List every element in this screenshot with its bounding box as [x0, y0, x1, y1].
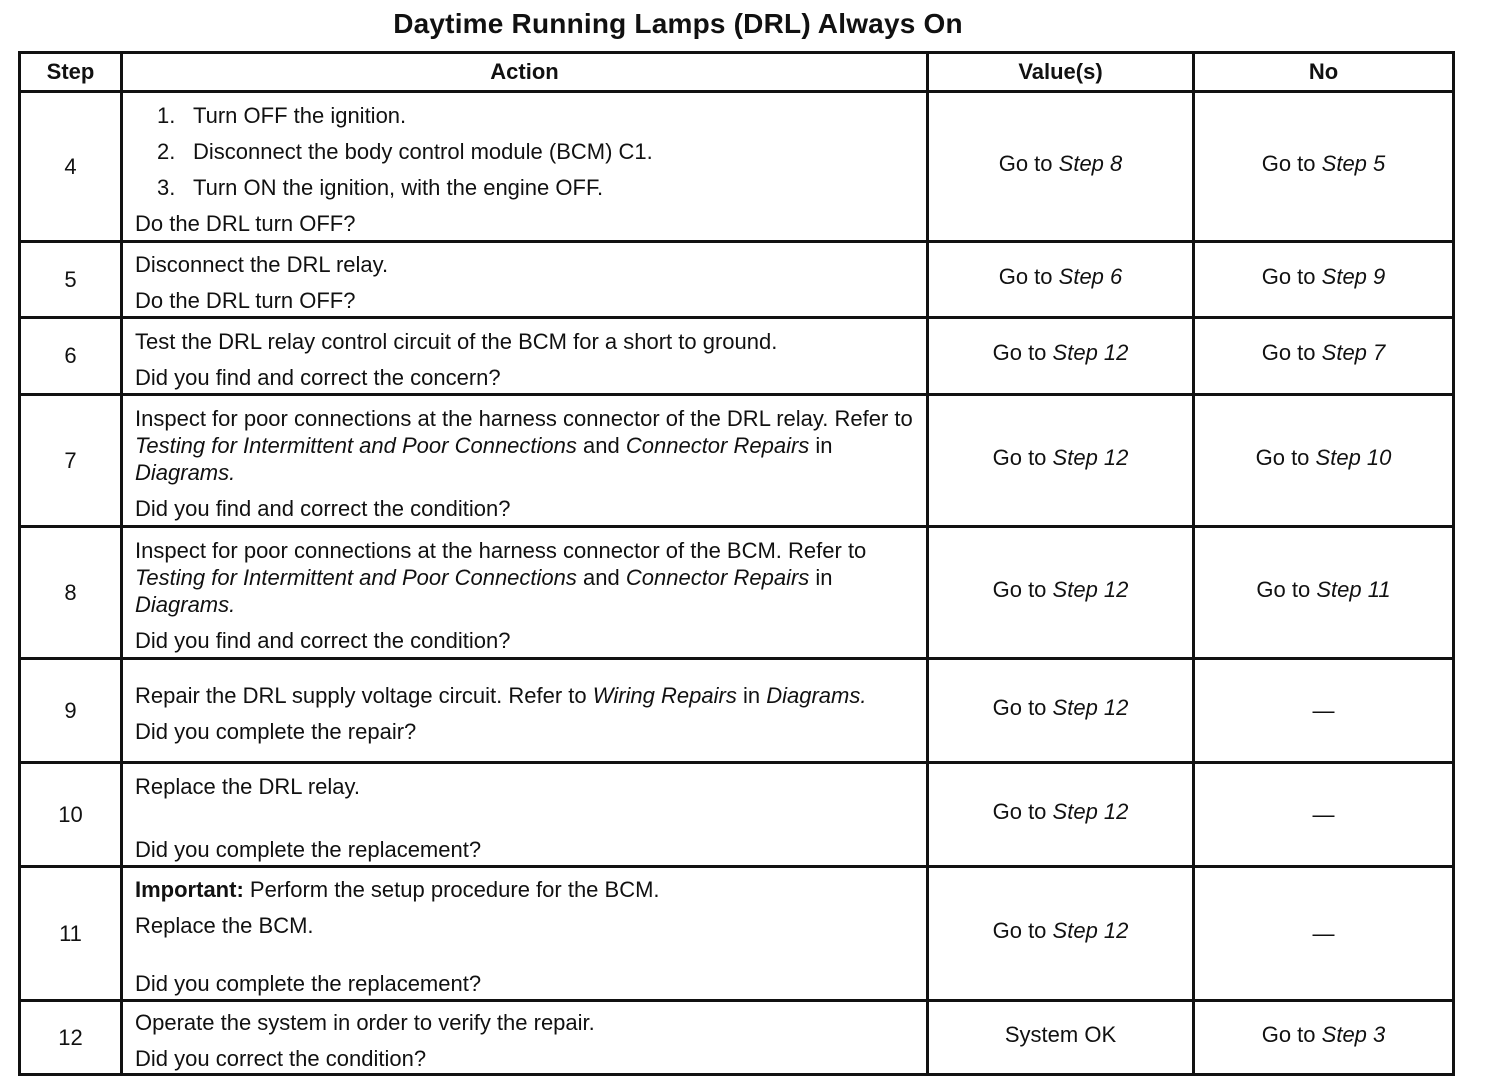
step-link[interactable]: Step 10 — [1315, 444, 1392, 470]
header-step: Step — [20, 53, 122, 92]
action-text: Operate the system in order to verify the repair. — [135, 1010, 595, 1035]
action-cell — [122, 867, 928, 1001]
list-item: 2. Disconnect the body control module (BCM) C1. — [157, 139, 653, 164]
table-row-step-4 — [20, 92, 1454, 242]
no-cell-dash: — — [1194, 659, 1454, 763]
value-cell: Go to Step 12 — [928, 659, 1194, 763]
doc-reference: Wiring Repairs — [592, 683, 737, 708]
doc-reference: Diagrams. — [135, 592, 236, 617]
step-link[interactable]: Step 7 — [1321, 340, 1386, 365]
table-row-step-11 — [20, 867, 1454, 1001]
action-text: Test the DRL relay control circuit of the BCM for a short to ground. — [135, 328, 778, 354]
no-cell: Go to Step 9 — [1194, 242, 1454, 318]
action-cell — [122, 395, 928, 527]
no-cell-dash: — — [1194, 763, 1454, 867]
value-cell: Go to Step 12 — [928, 318, 1194, 395]
question-text: Did you complete the repair? — [135, 719, 417, 744]
header-no: No — [1194, 53, 1454, 92]
action-cell — [122, 527, 928, 659]
step-link[interactable]: Step 12 — [1052, 340, 1129, 365]
list-item: 3. Turn ON the ignition, with the engine OFF. — [157, 175, 604, 200]
no-cell: Go to Step 10 — [1194, 395, 1454, 527]
table-row-step-10 — [20, 763, 1454, 867]
question-text: Did you correct the condition? — [135, 1046, 427, 1071]
action-text: Inspect for poor connections at the harness connector of the DRL relay. Refer to Testing for Intermittent and Poor Connections and Connector Repairs in Diagrams. — [135, 406, 913, 485]
question-text: Did you find and correct the condition? — [135, 496, 511, 521]
table-row-step-6 — [20, 318, 1454, 395]
table-row-step-9 — [20, 659, 1454, 763]
step-link[interactable]: Step 8 — [1058, 150, 1123, 176]
value-cell: Go to Step 12 — [928, 527, 1194, 659]
value-cell: Go to Step 8 — [928, 92, 1194, 242]
question-text: Do the DRL turn OFF? — [135, 211, 356, 236]
question-text: Did you complete the replacement? — [135, 836, 482, 862]
value-cell: System OK — [928, 1001, 1194, 1075]
table-header-row — [20, 53, 1454, 92]
diagnostic-table — [18, 51, 1455, 1076]
action-cell — [122, 1001, 928, 1075]
step-link[interactable]: Step 12 — [1052, 917, 1129, 943]
action-cell — [122, 318, 928, 395]
value-cell: Go to Step 12 — [928, 763, 1194, 867]
step-link[interactable]: Step 12 — [1052, 444, 1129, 470]
doc-reference: Testing for Intermittent and Poor Connections — [135, 433, 577, 458]
no-cell: Go to Step 5 — [1194, 92, 1454, 242]
no-cell: Go to Step 11 — [1194, 527, 1454, 659]
doc-reference: Diagrams. — [766, 683, 867, 708]
step-link[interactable]: Step 6 — [1058, 263, 1123, 289]
table-row-step-8 — [20, 527, 1454, 659]
page-title: Daytime Running Lamps (DRL) Always On — [393, 8, 963, 39]
doc-reference: Testing for Intermittent and Poor Connections — [135, 565, 577, 590]
doc-reference: Connector Repairs — [625, 565, 810, 590]
step-number: 4 — [20, 92, 122, 242]
ordered-list — [135, 102, 916, 201]
action-text: Repair the DRL supply voltage circuit. Refer to Wiring Repairs in Diagrams. — [135, 683, 867, 708]
action-cell — [122, 92, 928, 242]
table-row-step-12 — [20, 1001, 1454, 1075]
step-link[interactable]: Step 12 — [1052, 576, 1129, 602]
header-action: Action — [122, 53, 928, 92]
value-cell: Go to Step 6 — [928, 242, 1194, 318]
value-cell: Go to Step 12 — [928, 395, 1194, 527]
question-text: Did you complete the replacement? — [135, 971, 482, 996]
question-text: Did you find and correct the condition? — [135, 628, 511, 653]
step-number: 5 — [20, 242, 122, 318]
important-note: Important: Perform the setup procedure for the BCM. — [135, 877, 660, 902]
step-link[interactable]: Step 9 — [1321, 263, 1386, 289]
list-item: 1. Turn OFF the ignition. — [157, 103, 407, 128]
step-link[interactable]: Step 12 — [1052, 798, 1129, 824]
step-link[interactable]: Step 12 — [1052, 694, 1129, 720]
value-cell: Go to Step 12 — [928, 867, 1194, 1001]
action-cell — [122, 659, 928, 763]
important-label: Important: — [135, 877, 244, 902]
step-link[interactable]: Step 5 — [1321, 150, 1386, 176]
step-number: 9 — [20, 659, 122, 763]
header-values: Value(s) — [928, 53, 1194, 92]
step-number: 6 — [20, 318, 122, 395]
doc-reference: Connector Repairs — [625, 433, 810, 458]
action-cell — [122, 242, 928, 318]
table-row-step-5 — [20, 242, 1454, 318]
step-number: 12 — [20, 1001, 122, 1075]
no-cell: Go to Step 3 — [1194, 1001, 1454, 1075]
no-cell: Go to Step 7 — [1194, 318, 1454, 395]
step-number: 11 — [20, 867, 122, 1001]
action-text: Disconnect the DRL relay. — [135, 252, 389, 277]
question-text: Do the DRL turn OFF? — [135, 288, 356, 313]
action-text: Replace the DRL relay. — [135, 773, 360, 799]
action-text: Inspect for poor connections at the harness connector of the BCM. Refer to Testing for Intermittent and Poor Connections and Connector Repairs in Diagrams. — [135, 538, 867, 617]
action-text: Replace the BCM. — [135, 913, 314, 938]
step-link[interactable]: Step 11 — [1316, 576, 1391, 602]
table-row-step-7 — [20, 395, 1454, 527]
action-cell — [122, 763, 928, 867]
no-cell-dash: — — [1194, 867, 1454, 1001]
step-number: 7 — [20, 395, 122, 527]
step-link[interactable]: Step 3 — [1321, 1021, 1386, 1047]
doc-reference: Diagrams. — [135, 460, 236, 485]
step-number: 8 — [20, 527, 122, 659]
step-number: 10 — [20, 763, 122, 867]
question-text: Did you find and correct the concern? — [135, 364, 501, 390]
